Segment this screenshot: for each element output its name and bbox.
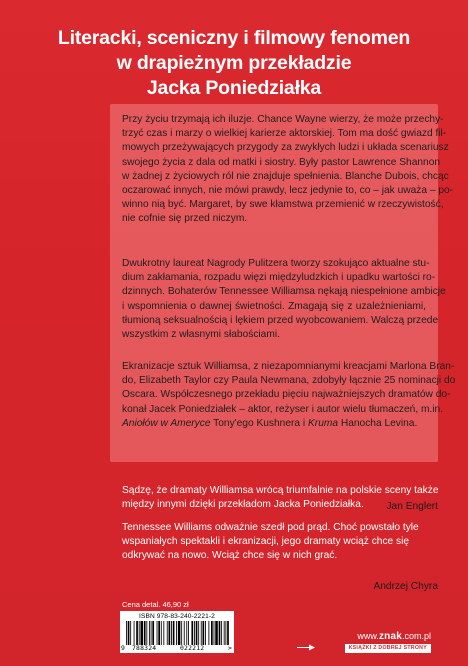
- publisher-url: [357, 631, 431, 642]
- barcode-bar: [225, 621, 226, 645]
- retail-price: Cena detal. 46,90 zł: [122, 600, 189, 609]
- text-line: dzinnych. Bohaterów Tennessee Williamsa nękają niespełnione ambicje: [122, 286, 446, 298]
- barcode-bar: [181, 621, 182, 645]
- barcode-bar: [184, 621, 185, 645]
- barcode-bar: [163, 621, 164, 645]
- text-line: nie cofnie się przed niczym.: [122, 213, 248, 225]
- barcode-bar: [215, 621, 218, 645]
- barcode-bar: [205, 621, 206, 645]
- barcode-bar: [128, 621, 130, 645]
- publisher-logo: [279, 631, 431, 655]
- headline: [0, 26, 468, 101]
- barcode-bar: [208, 621, 209, 645]
- barcode-bar: [214, 621, 215, 645]
- barcode-bar: [144, 621, 146, 645]
- text-line: konał Jacek Poniedziałek – aktor, reżyser i autor wielu tłumaczeń, m.in.: [122, 403, 444, 415]
- text-line: wszystkim z własnymi słabościami.: [122, 329, 280, 341]
- headline-line-1: Literacki, sceniczny i filmowy fenomen: [57, 27, 411, 49]
- barcode-bar: [126, 621, 127, 645]
- text-line: oczarować innych, nie mówi prawdy, lecz jedynie to, co – jak uważa – po-: [122, 185, 454, 197]
- quote-line: wspaniałych spektakli i ekranizacji, jego dramaty wciąż chce się: [122, 536, 410, 548]
- barcode-bar: [169, 621, 171, 645]
- text-line: tłumioną seksualnością i lękiem przed wyobcowaniem. Walczą przede: [122, 314, 439, 326]
- text-line: swojego życia z dala od matki i siostry. Były pastor Lawrence Shannon: [122, 156, 441, 168]
- barcode-bar: [221, 621, 222, 645]
- barcode-bar: [139, 621, 140, 645]
- quote-author-englert: Jan Englert: [386, 501, 438, 512]
- barcode-bar: [152, 621, 154, 645]
- barcode-bar: [198, 621, 199, 645]
- quote-line: między innymi dzięki przekładom Jacka Poniedziałka.: [122, 499, 364, 511]
- barcode-bars: [124, 621, 230, 645]
- barcode-bar: [136, 621, 138, 645]
- barcode-bar: [151, 621, 152, 645]
- text-line: Przy życiu trzymają ich iluzje. Chance Wayne wierzy, że może przechy-: [122, 114, 444, 125]
- barcode-bar: [201, 621, 202, 645]
- publisher-tagline: KSIĄŻKI Z DOBREJ STRONY: [345, 644, 431, 653]
- book-title-angels-in-america: Aniołów w Ameryce: [122, 417, 211, 429]
- publisher-arrow-icon: [297, 644, 315, 651]
- barcode-digits-left: 788324: [132, 644, 157, 652]
- barcode-bar: [130, 621, 131, 645]
- barcode-bar: [161, 621, 162, 645]
- barcode-digits-right: 022212: [180, 644, 205, 652]
- barcode-bar: [219, 621, 221, 645]
- barcode-bar: [203, 621, 205, 645]
- barcode-bar: [227, 621, 229, 645]
- book-title-krum: Kruma: [308, 417, 339, 429]
- quote-chyra: [122, 521, 440, 564]
- barcode-bar: [158, 621, 160, 645]
- barcode-bar: [211, 621, 213, 645]
- url-domain: .com.pl: [401, 631, 431, 641]
- text-line: mowych przeżywających przygody za zwykłych ludzi i układa scenariusz: [122, 142, 449, 154]
- barcode-bar: [196, 621, 198, 645]
- barcode-bar: [140, 621, 143, 645]
- barcode-bar: [134, 621, 135, 645]
- barcode-bar: [191, 621, 193, 645]
- barcode-bar: [173, 621, 175, 645]
- barcode-bar: [146, 621, 147, 645]
- text-line: w żadnej z życiowych ról nie znajduje spełnienia. Blanche Dubois, chcąc: [122, 170, 449, 182]
- barcode-bar: [167, 621, 168, 645]
- text-fragment: Tony'ego Kushnera i: [210, 417, 308, 429]
- text-line: trzyć czas i marzy o wielkiej karierze aktorskiej. Tom ma dość gwiazd fil-: [122, 128, 447, 140]
- publisher-name: znak: [378, 631, 402, 642]
- isbn-number: ISBN 978-83-240-2221-2: [139, 613, 215, 620]
- barcode: [120, 611, 234, 653]
- quote-line: odkrywać na nowo. Wciąż chce się w nich grać.: [122, 550, 338, 562]
- barcode-arrow: >: [228, 644, 233, 652]
- text-line: do, Elizabeth Taylor czy Paula Newmana, zdobyły łącznie 25 nominacji do: [122, 375, 456, 387]
- quote-author-chyra: Andrzej Chyra: [373, 581, 438, 592]
- quote-line: Sądzę, że dramaty Williamsa wrócą triumfalnie na polskie sceny także: [122, 485, 439, 496]
- text-fragment: Hanocha Levina.: [338, 417, 418, 429]
- barcode-bar: [157, 621, 158, 645]
- text-line: Oscara. Współczesnego przekładu pięciu najważniejszych dramatów do-: [122, 389, 451, 401]
- description-paragraph-2: [122, 257, 446, 342]
- barcode-bar: [186, 621, 187, 645]
- headline-line-2: w drapieżnym przekładzie: [116, 52, 352, 74]
- barcode-bar: [188, 621, 189, 645]
- description-paragraph-3: [122, 360, 456, 431]
- headline-line-3: Jacka Poniedziałka: [146, 77, 322, 99]
- barcode-digit-first: 9: [121, 644, 126, 652]
- barcode-bar: [194, 621, 195, 645]
- barcode-bar: [149, 621, 150, 645]
- description-paragraph-1: [122, 113, 454, 227]
- text-line: winno nią być. Margaret, by swe kłamstwa przemienić w rzeczywistość,: [122, 199, 444, 211]
- barcode-bar: [224, 621, 225, 645]
- text-line: dium zakłamania, rozpadu więzi międzyludzkich i upadku wartości ro-: [122, 272, 436, 284]
- barcode-bar: [176, 621, 177, 645]
- text-line-with-titles: [122, 417, 426, 431]
- text-line: Ekranizacje sztuk Williamsa, z niezapomnianymi kreacjami Marlona Bran-: [122, 361, 455, 372]
- barcode-bar: [171, 621, 172, 645]
- url-prefix: www.: [357, 631, 379, 641]
- text-line: Dwukrotny laureat Nagrody Pulitzera tworzy szokująco aktualne stu-: [122, 258, 430, 269]
- barcode-bar: [178, 621, 181, 645]
- text-line: i wspomnienia o dawnej świetności. Zmagają się z uzależnieniami,: [122, 300, 426, 312]
- quote-line: Tennessee Williams odważnie szedł pod prąd. Choć powstało tyle: [122, 522, 419, 533]
